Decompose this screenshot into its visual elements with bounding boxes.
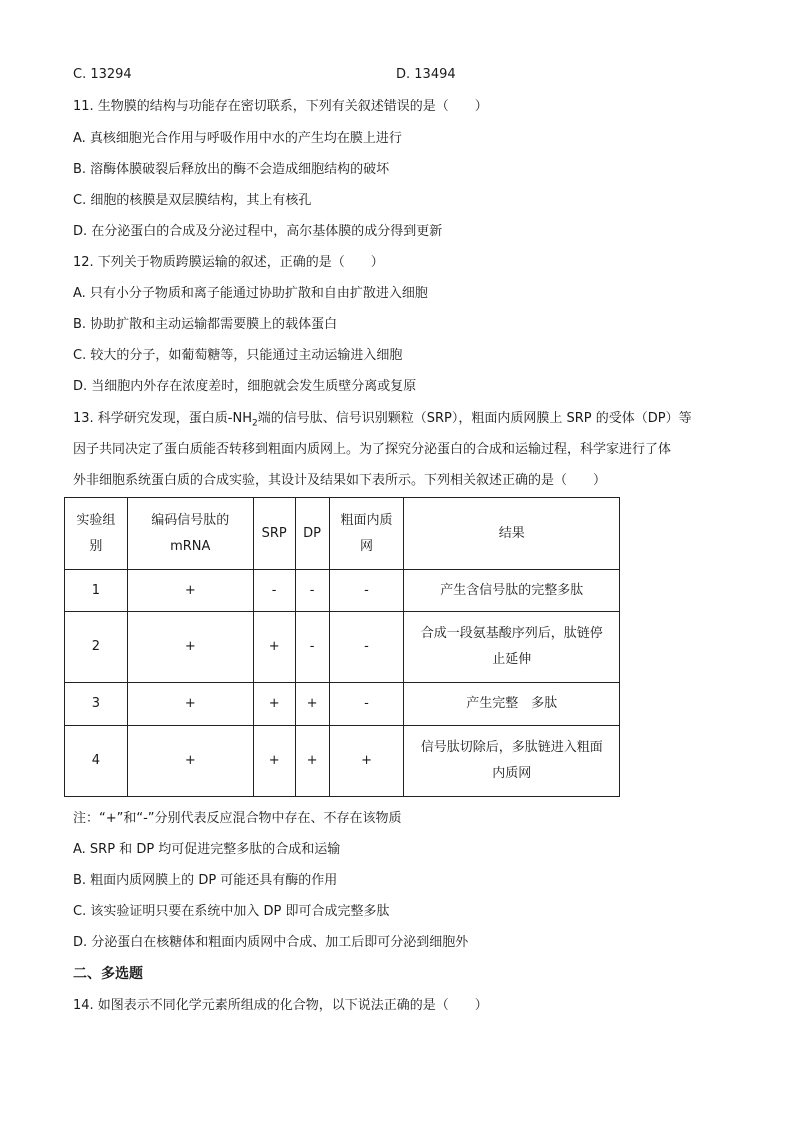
- q13-stem-line-2: 因子共同决定了蛋白质能否转移到粗面内质网上。为了探究分泌蛋白的合成和运输过程，科学家进行了体: [73, 442, 672, 457]
- cell-srp: +: [253, 612, 295, 683]
- cell-er: -: [329, 683, 404, 726]
- q14-stem: 14. 如图表示不同化学元素所组成的化合物，以下说法正确的是（ ）: [73, 998, 488, 1013]
- q11-option-c: C. 细胞的核膜是双层膜结构，其上有核孔: [73, 193, 312, 208]
- cell-er: -: [329, 570, 404, 612]
- cell-dp: -: [295, 570, 329, 612]
- header-mrna: 编码信号肽的 mRNA: [127, 498, 253, 570]
- q13-stem-subscript: 2: [252, 418, 258, 429]
- q13-option-d: D. 分泌蛋白在核糖体和粗面内质网中合成、加工后即可分泌到细胞外: [73, 935, 469, 950]
- cell-er: -: [329, 612, 404, 683]
- cell-mrna: +: [127, 570, 253, 612]
- cell-result: 产生完整 多肽: [404, 683, 620, 726]
- experiment-table: [64, 497, 620, 797]
- section-title: 二、多选题: [73, 966, 143, 982]
- q13-stem-line-1: [73, 410, 692, 433]
- q13-stem-line-3: 外非细胞系统蛋白质的合成实验，其设计及结果如下表所示。下列相关叙述正确的是（ ）: [73, 473, 607, 488]
- cell-result: 信号肽切除后，多肽链进入粗面 内质网: [404, 726, 620, 797]
- q13-stem-1b: 端的信号肽、信号识别颗粒（SRP），粗面内质网膜上 SRP 的受体（DP）等: [257, 411, 692, 426]
- q11-option-d: D. 在分泌蛋白的合成及分泌过程中，高尔基体膜的成分得到更新: [73, 224, 443, 239]
- q12-option-c: C. 较大的分子，如葡萄糖等，只能通过主动运输进入细胞: [73, 348, 403, 363]
- cell-dp: -: [295, 612, 329, 683]
- table-row: [65, 570, 620, 612]
- cell-er: +: [329, 726, 404, 797]
- q10-option-d: D. 13494: [396, 67, 456, 82]
- q13-option-a: A. SRP 和 DP 均可促进完整多肽的合成和运输: [73, 842, 341, 857]
- table-row: [65, 612, 620, 683]
- q13-note: 注：“+”和“-”分别代表反应混合物中存在、不存在该物质: [73, 811, 402, 826]
- table-row: [65, 726, 620, 797]
- q13-stem-1a: 13. 科学研究发现，蛋白质-NH: [73, 411, 252, 426]
- cell-group: 3: [65, 683, 128, 726]
- cell-result: 产生含信号肽的完整多肽: [404, 570, 620, 612]
- cell-mrna: +: [127, 726, 253, 797]
- cell-dp: +: [295, 683, 329, 726]
- cell-group: 1: [65, 570, 128, 612]
- header-dp: DP: [295, 498, 329, 570]
- q12-option-b: B. 协助扩散和主动运输都需要膜上的载体蛋白: [73, 317, 338, 332]
- q13-option-c: C. 该实验证明只要在系统中加入 DP 即可合成完整多肽: [73, 904, 390, 919]
- q11-stem: 11. 生物膜的结构与功能存在密切联系，下列有关叙述错误的是（ ）: [73, 99, 488, 114]
- cell-mrna: +: [127, 683, 253, 726]
- q12-option-a: A. 只有小分子物质和离子能通过协助扩散和自由扩散进入细胞: [73, 286, 428, 301]
- cell-mrna: +: [127, 612, 253, 683]
- cell-group: 4: [65, 726, 128, 797]
- table-header-row: [65, 498, 620, 570]
- q12-option-d: D. 当细胞内外存在浓度差时，细胞就会发生质壁分离或复原: [73, 379, 417, 394]
- q13-option-b: B. 粗面内质网膜上的 DP 可能还具有酶的作用: [73, 873, 338, 888]
- q11-option-b: B. 溶酶体膜破裂后释放出的酶不会造成细胞结构的破坏: [73, 162, 390, 177]
- cell-dp: +: [295, 726, 329, 797]
- cell-srp: -: [253, 570, 295, 612]
- cell-srp: +: [253, 683, 295, 726]
- header-result: 结果: [404, 498, 620, 570]
- header-group: 实验组 别: [65, 498, 128, 570]
- cell-srp: +: [253, 726, 295, 797]
- table-row: [65, 683, 620, 726]
- header-er: 粗面内质 网: [329, 498, 404, 570]
- q12-stem: 12. 下列关于物质跨膜运输的叙述，正确的是（ ）: [73, 255, 384, 270]
- q11-option-a: A. 真核细胞光合作用与呼吸作用中水的产生均在膜上进行: [73, 131, 402, 146]
- cell-group: 2: [65, 612, 128, 683]
- cell-result: 合成一段氨基酸序列后，肽链停 止延伸: [404, 612, 620, 683]
- q10-option-c: C. 13294: [73, 67, 132, 82]
- header-srp: SRP: [253, 498, 295, 570]
